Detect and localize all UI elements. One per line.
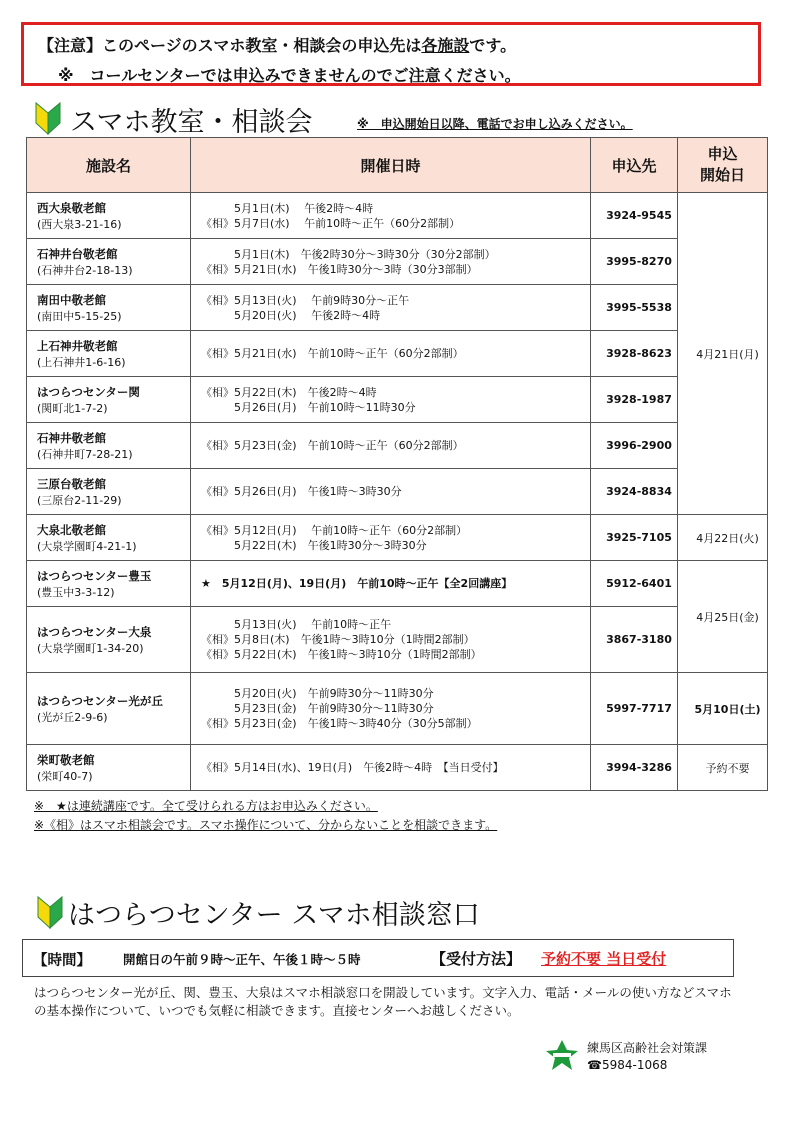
facility-address: (石神井町7-28-21): [37, 447, 133, 461]
table-row: [27, 239, 768, 285]
datetime-line: 《相》5月8日(木) 午後1時～3時10分（1時間2部制）: [201, 633, 475, 646]
datetime-line: 《相》5月21日(水) 午前10時～正午（60分2部制）: [201, 347, 464, 360]
datetime-cell: [191, 239, 591, 285]
department-phone: ☎5984-1068: [587, 1058, 668, 1072]
footnote-consult: ※《相》はスマホ相談会です。スマホ操作について、分からないことを相談できます。: [34, 818, 498, 832]
datetime-line: 5月23日(金) 午前9時30分～11時30分: [201, 702, 434, 715]
reception-value: 予約不要 当日受付: [541, 950, 667, 968]
facility-cell: [27, 469, 191, 515]
phone-cell: 3928-8623: [591, 331, 678, 377]
facility-cell: [27, 423, 191, 469]
section-title: スマホ教室・相談会: [70, 107, 313, 138]
facility-name: 大泉北敬老館: [37, 522, 106, 537]
facility-address: (三原台2-11-29): [37, 493, 122, 507]
table-row: [27, 193, 768, 239]
datetime-line: 《相》5月21日(水) 午後1時30分～3時（30分3部制）: [201, 262, 478, 276]
facility-name: 栄町敬老館: [37, 752, 95, 767]
start-date-cell: 4月25日(金): [678, 561, 768, 673]
nerima-logo-icon: [545, 1038, 579, 1072]
facility-address: (光が丘2-9-6): [37, 710, 108, 724]
facility-cell: [27, 745, 191, 791]
reception-label: 【受付方法】: [431, 950, 522, 968]
facility-name: 石神井台敬老館: [37, 246, 118, 261]
datetime-cell: [191, 745, 591, 791]
table-row: [27, 285, 768, 331]
section-title-consult-window: はつらつセンター スマホ相談窓口: [68, 900, 480, 931]
phone-cell: 3928-1987: [591, 377, 678, 423]
datetime-cell: [191, 285, 591, 331]
notice-line-1: [38, 33, 516, 56]
datetime-cell: [191, 673, 591, 745]
start-date-cell: 予約不要: [678, 745, 768, 791]
department-name: 練馬区高齢社会対策課: [587, 1041, 708, 1055]
phone-cell: 3925-7105: [591, 515, 678, 561]
datetime-line: 5月13日(火) 午前10時～正午: [201, 618, 392, 631]
table-header-row: [27, 138, 768, 193]
datetime-cell: [191, 469, 591, 515]
datetime-line: 5月26日(月) 午前10時～11時30分: [201, 400, 416, 414]
table-row: [27, 561, 768, 607]
facility-cell: [27, 377, 191, 423]
notice-emphasis: 各施設: [421, 36, 470, 55]
facility-address: (南田中5-15-25): [37, 309, 122, 323]
start-date-cell: 4月22日(火): [678, 515, 768, 561]
start-date-cell: 5月10日(土): [678, 673, 768, 745]
consult-description: はつらつセンター光が丘、関、豊玉、大泉はスマホ相談窓口を開設しています。文字入力、電話・メールの使い方などスマホの基本操作について、いつでも気軽に相談できます。直接センターへお越しください。: [34, 985, 732, 1018]
facility-name: 南田中敬老館: [37, 292, 106, 307]
facility-name: 上石神井敬老館: [37, 338, 118, 353]
datetime-line: 《相》5月7日(水) 午前10時～正午（60分2部制）: [201, 216, 461, 230]
phone-cell: 5997-7717: [591, 673, 678, 745]
facility-name: 西大泉敬老館: [37, 200, 106, 215]
phone-cell: 3996-2900: [591, 423, 678, 469]
datetime-cell: [191, 331, 591, 377]
notice-line-2: ※ コールセンターでは申込みできませんのでご注意ください。: [58, 66, 521, 85]
table-row: [27, 423, 768, 469]
schedule-table: [26, 137, 768, 791]
notice-text: 【注意】このページのスマホ教室・相談会の申込先は: [38, 36, 422, 55]
facility-cell: [27, 285, 191, 331]
facility-cell: [27, 331, 191, 377]
datetime-line: 《相》5月12日(月) 午前10時～正午（60分2部制）: [201, 523, 468, 537]
table-row: [27, 673, 768, 745]
facility-address: (大泉学園町1-34-20): [37, 641, 144, 655]
phone-cell: 3995-8270: [591, 239, 678, 285]
datetime-cell: [191, 377, 591, 423]
datetime-cell: [191, 607, 591, 673]
datetime-line: 5月22日(木) 午後1時30分～3時30分: [201, 538, 427, 552]
beginner-leaf-icon: [36, 895, 64, 929]
facility-address: (石神井台2-18-13): [37, 263, 133, 277]
datetime-line: 5月1日(木) 午後2時～4時: [201, 201, 374, 215]
header-contact: 申込先: [591, 138, 678, 193]
datetime-line: 《相》5月22日(木) 午後1時～3時10分（1時間2部制）: [201, 648, 482, 661]
facility-name: 三原台敬老館: [37, 476, 106, 491]
beginner-leaf-icon: [34, 101, 62, 135]
datetime-line: 《相》5月26日(月) 午後1時～3時30分: [201, 485, 402, 498]
datetime-line: 《相》5月13日(火) 午前9時30分～正午: [201, 293, 410, 307]
datetime-cell: [191, 515, 591, 561]
datetime-line: ★ 5月12日(月)、19日(月) 午前10時～正午【全2回講座】: [201, 577, 513, 590]
facility-cell: [27, 561, 191, 607]
table-row: [27, 331, 768, 377]
facility-cell: [27, 515, 191, 561]
facility-cell: [27, 193, 191, 239]
datetime-line: 《相》5月23日(金) 午後1時～3時40分（30分5部制）: [201, 717, 478, 730]
facility-address: (栄町40-7): [37, 769, 93, 783]
hours-value: 開館日の午前９時～正午、午後１時～５時: [123, 952, 361, 967]
facility-cell: [27, 673, 191, 745]
section-note: ※ 申込開始日以降、電話でお申し込みください。: [357, 117, 633, 131]
facility-name: はつらつセンター関: [37, 384, 140, 399]
facility-address: (豊玉中3-3-12): [37, 585, 115, 599]
facility-name: はつらつセンター大泉: [37, 624, 152, 639]
datetime-line: 5月20日(火) 午後2時～4時: [201, 308, 381, 322]
facility-cell: [27, 239, 191, 285]
facility-address: (上石神井1-6-16): [37, 355, 126, 369]
phone-cell: 5912-6401: [591, 561, 678, 607]
header-datetime: 開催日時: [191, 138, 591, 193]
phone-cell: 3995-5538: [591, 285, 678, 331]
table-row: [27, 515, 768, 561]
datetime-cell: [191, 561, 591, 607]
header-start-date: 申込 開始日: [678, 138, 768, 193]
datetime-cell: [191, 423, 591, 469]
datetime-line: 5月1日(木) 午後2時30分～3時30分（30分2部制）: [201, 247, 496, 261]
table-row: [27, 377, 768, 423]
header-facility: 施設名: [27, 138, 191, 193]
hours-label: 【時間】: [33, 953, 91, 969]
datetime-line: 《相》5月22日(木) 午後2時～4時: [201, 385, 377, 399]
datetime-line: 《相》5月23日(金) 午前10時～正午（60分2部制）: [201, 439, 464, 452]
facility-cell: [27, 607, 191, 673]
notice-text-end: です。: [469, 36, 517, 55]
facility-name: はつらつセンター豊玉: [37, 568, 152, 583]
facility-name: 石神井敬老館: [37, 430, 106, 445]
datetime-line: 5月20日(火) 午前9時30分～11時30分: [201, 687, 434, 700]
table-row: [27, 469, 768, 515]
hours-box: [22, 939, 734, 977]
phone-cell: 3867-3180: [591, 607, 678, 673]
datetime-line: 《相》5月14日(水)、19日(月) 午後2時～4時 【当日受付】: [201, 761, 504, 774]
start-date-cell: 4月21日(月): [678, 193, 768, 515]
facility-address: (大泉学園町4-21-1): [37, 539, 137, 553]
phone-cell: 3924-9545: [591, 193, 678, 239]
table-row: [27, 607, 768, 673]
table-row: [27, 745, 768, 791]
facility-name: はつらつセンター光が丘: [37, 693, 163, 708]
phone-cell: 3994-3286: [591, 745, 678, 791]
facility-address: (西大泉3-21-16): [37, 217, 122, 231]
footnote-series: ※ ★は連続講座です。全て受けられる方はお申込みください。: [34, 799, 378, 813]
notice-box: [21, 22, 761, 86]
phone-cell: 3924-8834: [591, 469, 678, 515]
datetime-cell: [191, 193, 591, 239]
facility-address: (関町北1-7-2): [37, 401, 108, 415]
